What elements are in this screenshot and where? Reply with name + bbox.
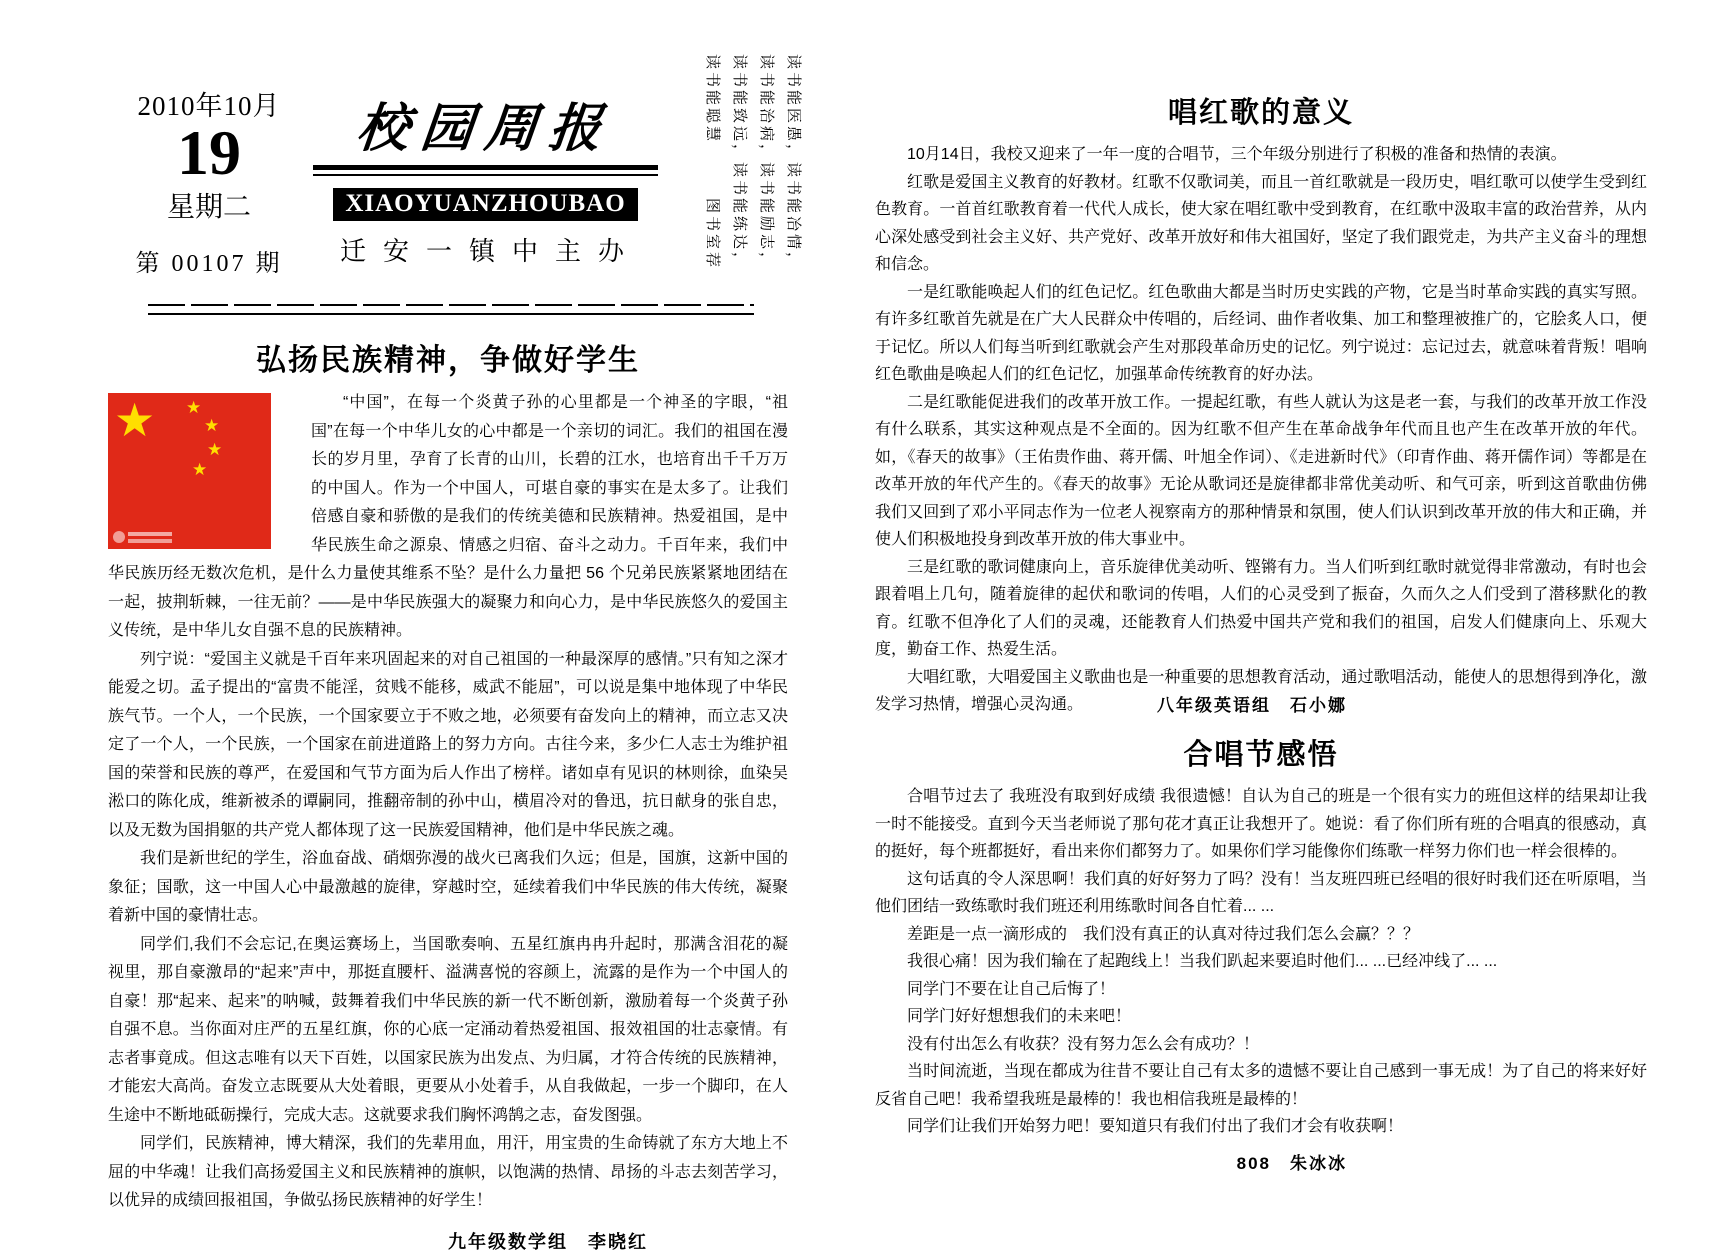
left-article-title: 弘扬民族精神，争做好学生	[256, 344, 640, 377]
chorus-article-byline: 808 朱冰冰	[1236, 1153, 1347, 1173]
newspaper-right-page	[875, 78, 1647, 1174]
header-divider-dashed-line	[148, 304, 754, 306]
article-paragraph: 当时间流逝，当现在都成为往昔不要让自己有太多的遗憾不要让自己感到一事无成！为了自己的将来好好反省自己吧！我希望我班是最棒的！我也相信我班是最棒的！	[875, 1063, 1647, 1108]
red-songs-article-body	[875, 141, 1647, 719]
vertical-slogan-line: 读书能医愚，读书能冶情，	[785, 54, 802, 271]
article-paragraph: 合唱节过去了 我班没有取到好成绩 我很遗憾！自认为自己的班是一个很有实力的班但这样的结果却让我一时不能接受。直到今天当老师说了那句花才真正让我想开了。她说：看了你们所有班的合唱真的很感动，真的挺好，每个班都挺好，看出来你们都努力了。如果你们学习能像你们练歌一样努力你们也一样会很棒的。	[875, 788, 1647, 860]
article-paragraph: 差距是一点一滴形成的 我们没有真正的认真对待过我们怎么会赢？？？	[907, 925, 1420, 943]
watermark-text-lines	[128, 532, 172, 536]
article-paragraph: 列宁说：“爱国主义就是千百年来巩固起来的对自己祖国的一种最深厚的感情。”只有知之深才能爱之切。孟子提出的“富贵不能淫，贫贱不能移，威武不能屈”，可以说是集中地体现了中华民族气节。一个人，一个民族，一个国家要立于不败之地，必须要有奋发向上的精神，而立志又决定了一个人，一个民族，一个国家在前进道路上的努力方向。古往今来，多少仁人志士为维护祖国的荣誉和民族的尊严，在爱国和气节方面为后人作出了榜样。诸如卓有见识的林则徐，血染吴淞口的陈化成，维新被杀的谭嗣同，推翻帝制的孙中山，横眉冷对的鲁迅，抗日献身的张自忠，以及无数为国捐躯的共产党人都体现了这一民族爱国精神，他们是中华民族之魂。	[108, 650, 788, 839]
article-paragraph: 一是红歌能唤起人们的红色记忆。红色歌曲大都是当时历史实践的产物，它是当时革命实践的真实写照。有许多红歌首先就是在广大人民群众中传唱的，后经词、曲作者收集、加工和整理被推广的，它脍炙人口，便于记忆。所以人们每当听到红歌就会产生对那段革命历史的记忆。列宁说过：忘记过去，就意味着背叛！唱响红色歌曲是唤起人们的红色记忆，加强革命传统教育的好办法。	[875, 283, 1647, 383]
article-paragraph: “中国”，在每一个炎黄子孙的心里都是一个神圣的字眼，“祖国”在每一个中华儿女的心中都是一个亲切的词汇。我们的祖国在漫长的岁月里，孕育了长青的山川，长碧的江水，也培育出千千万万的中国人。作为一个中国人，可堪自豪的事实在是太多了。让我们倍感自豪和骄傲的是我们的传统美德和民族精神。热爱祖国，是中华民族生命之源泉、情感之归宿、奋斗之动力。千百年来，我们中华民族历经无数次危机，是什么力量使其维系不坠？是什么力量把 56 个兄弟民族紧紧地团结在一起，披荆斩棘，一往无前？——是中华民族强大的凝聚力和向心力，是中华民族悠久的爱国主义传统，是中华儿女自强不息的民族精神。	[108, 394, 788, 639]
left-article-body	[108, 389, 788, 1216]
newspaper-title: 校园周报	[353, 100, 616, 158]
chorus-article-title: 合唱节感悟	[1183, 739, 1339, 771]
vertical-slogan-line: 读书能聪慧 图书室荐	[704, 54, 721, 271]
article-paragraph: 我们是新世纪的学生，浴血奋战、硝烟弥漫的战火已离我们久远；但是，国旗，这新中国的象征；国歌，这一中国人心中最激越的旋律，穿越时空，延续着我们中华民族的伟大传统，凝聚着新中国的豪情壮志。	[108, 850, 788, 924]
article-paragraph: 红歌是爱国主义教育的好教材。红歌不仅歌词美，而且一首红歌就是一段历史，唱红歌可以使学生受到红色教育。一首首红歌教育着一代代人成长，使大家在唱红歌中受到教育，在红歌中汲取丰富的政治营养，从内心深处感受到社会主义好、共产党好、改革开放好和伟大祖国好，坚定了我们跟党走，为共产主义奋斗的理想和信念。	[875, 173, 1647, 273]
left-article-byline: 九年级数学组 李晓红	[448, 1231, 648, 1252]
watermark-logo-icon	[113, 531, 125, 543]
date-year-month: 2010年10月	[137, 91, 281, 121]
china-flag-image	[108, 393, 271, 549]
article-paragraph: 大唱红歌，大唱爱国主义歌曲也是一种重要的思想教育活动，通过歌唱活动，能使人的思想得到净化，激发学习热情，增强心灵沟通。	[875, 668, 1647, 713]
flag-watermark	[113, 531, 172, 543]
red-songs-article-byline: 八年级英语组 石小娜	[1157, 696, 1347, 715]
article-paragraph: 同学们,我们不会忘记,在奥运赛场上，当国歌奏响、五星红旗冉冉升起时，那满含泪花的凝视里，那自豪激昂的“起来”声中，那挺直腰杆、溢满喜悦的容颜上，流露的是作为一个中国人的自豪！那“起来、起来”的呐喊，鼓舞着我们中华民族的新一代不断创新，激励着每一个炎黄子孙自强不息。当你面对庄严的五星红旗，你的心底一定涌动着热爱祖国、报效祖国的壮志豪情。有志者事竟成。但这志唯有以天下百姓，以国家民族为出发点、为归属，才符合传统的民族精神，才能宏大高尚。奋发立志既要从大处着眼，更要从小处着手，从自我做起，一步一个脚印，在人生途中不断地砥砺操行，完成大志。这就要求我们胸怀鸿鹄之志，奋发图强。	[108, 935, 788, 1124]
organizer-line: 迁安一镇中主办	[339, 236, 641, 266]
red-songs-article-title: 唱红歌的意义	[1167, 97, 1354, 129]
article-paragraph: 同学门不要在让自己后悔了！	[907, 980, 1116, 998]
masthead-double-rule	[313, 165, 658, 176]
header-divider	[148, 304, 754, 315]
newspaper-left-page	[108, 54, 802, 1254]
flag-large-star-icon: ★	[114, 394, 156, 446]
date-weekday: 星期二	[166, 192, 251, 223]
vertical-reading-slogans	[696, 54, 804, 294]
header-divider-solid-line	[148, 313, 754, 315]
article-paragraph: 二是红歌能促进我们的改革开放工作。一提起红歌，有些人就认为这是老一套，与我们的改革开放工作没有什么联系，其实这种观点是不全面的。因为红歌不但产生在革命战争年代而且也产生在改革开放的年代。如，《春天的故事》（王佑贵作曲、蒋开儒、叶旭全作词）、《走进新时代》（印青作曲、蒋开儒作词）等都是在改革开放的年代产生的。《春天的故事》无论从歌词还是旋律都非常优美动听、和气可亲，听到这首歌曲仿佛我们又回到了邓小平同志作为一位老人视察南方的那种情景和氛围，使人们认识到改革开放的伟大和正确，并使人们积极地投身到改革开放的伟大事业中。	[875, 393, 1647, 548]
article-paragraph: 我很心痛！因为我们输在了起跑线上！当我们趴起来要追时他们... ...已经冲线了... ...	[907, 953, 1498, 970]
date-day: 19	[177, 117, 241, 188]
masthead	[313, 86, 658, 268]
vertical-slogan-line: 读书能治病，读书能励志，	[758, 54, 775, 271]
vertical-slogan-line: 读书能致远，读书能练达，	[731, 54, 748, 271]
article-paragraph: 没有付出怎么有收获？没有努力怎么会有成功？！	[907, 1035, 1260, 1053]
article-paragraph: 三是红歌的歌词健康向上，音乐旋律优美动听、铿锵有力。当人们听到红歌时就觉得非常激动，有时也会跟着唱上几句，随着旋律的起伏和歌词的传唱，人们的心灵受到了振奋，久而久之人们受到了潜移默化的教育。红歌不但净化了人们的灵魂，还能教育人们热爱中国共产党和我们的祖国，启发人们健康向上、乐观大度，勤奋工作、热爱生活。	[875, 558, 1647, 658]
article-paragraph: 同学们让我们开始努力吧！要知道只有我们付出了我们才会有收获啊！	[907, 1118, 1404, 1135]
article-paragraph: 同学们，民族精神，博大精深，我们的先辈用血，用汗，用宝贵的生命铸就了东方大地上不屈的中华魂！让我们高扬爱国主义和民族精神的旗帜，以饱满的热情、昂扬的斗志去刻苦学习，以优异的成绩回报祖国，争做弘扬民族精神的好学生！	[108, 1135, 788, 1209]
flag-small-star-icon: ★	[207, 440, 223, 459]
flag-small-star-icon: ★	[192, 460, 208, 479]
issue-number: 第 00107 期	[135, 251, 283, 277]
chorus-article-body	[875, 783, 1647, 1141]
newspaper-title-pinyin: XIAOYUANZHOUBAO	[333, 188, 637, 221]
flag-small-star-icon: ★	[186, 398, 202, 417]
flag-small-star-icon: ★	[204, 416, 220, 435]
article-paragraph: 同学门好好想想我们的未来吧！	[907, 1008, 1132, 1025]
date-block	[118, 84, 300, 278]
masthead-header	[108, 54, 802, 302]
article-paragraph: 这句话真的令人深思啊！我们真的好好努力了吗？没有！当友班四班已经唱的很好时我们还在听原唱，当他们团结一致练歌时我们班还利用练歌时间各自忙着... ...	[875, 870, 1647, 915]
article-paragraph: 10月14日，我校又迎来了一年一度的合唱节，三个年级分别进行了积极的准备和热情的表演。	[907, 146, 1567, 163]
